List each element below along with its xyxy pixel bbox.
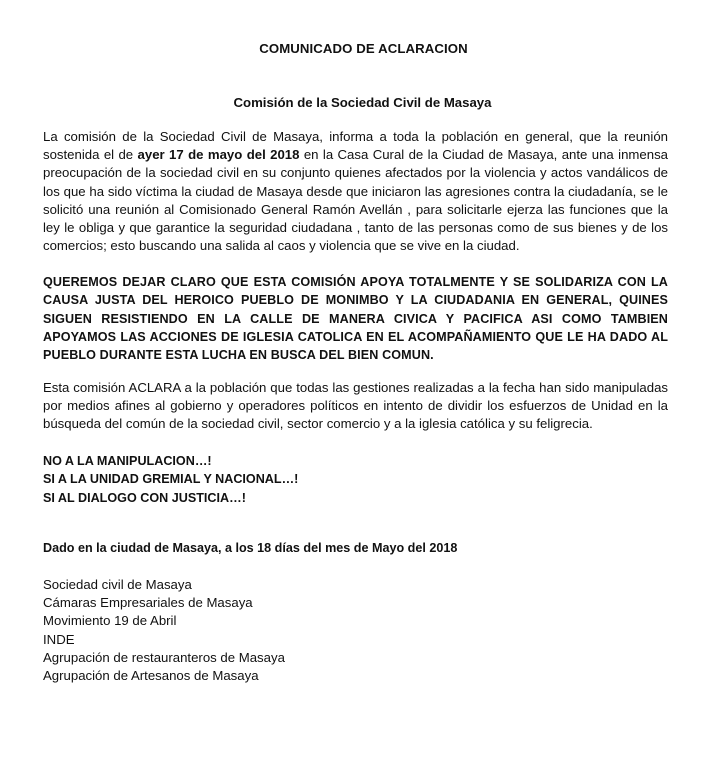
document-subtitle: Comisión de la Sociedad Civil de Masaya [233, 95, 492, 110]
slogan-line: SI A LA UNIDAD GREMIAL Y NACIONAL…! [43, 472, 299, 487]
signer-item: Sociedad civil de Masaya [43, 577, 192, 592]
signer-item: INDE [43, 631, 75, 647]
signer-item: Movimiento 19 de Abril [43, 613, 177, 629]
slogan-line: SI AL DIALOGO CON JUSTICIA…! [43, 490, 246, 505]
signers-list [43, 576, 285, 685]
paragraph-report-text-start: La comisión de la Sociedad Civil de Masaya, informa a toda la población en general, que la reunión sostenida el de [43, 129, 668, 163]
signer-item: Agrupación de restauranteros de Masaya [43, 649, 285, 665]
paragraph-report-text-end: en la Casa Cural de la Ciudad de Masaya, ante una inmensa preocupación de la sociedad civil en su conjunto quienes afectados por la violencia y actos vandálicos de los que ha sido víctima la ciudad de Masaya desde que iniciaron las agresiones contra la ciudadanía, se le solicitó una reunión al Comisionado General Ramón Avellán , para solicitarle ejerza las funciones que la ley le obliga y que garantice la seguridad ciudadana , tanto de las personas como de sus bienes y de los comercios; esto buscando una salida al caos y violencia que se vive en la ciudad. [43, 147, 668, 254]
slogans-block [43, 452, 298, 507]
document-title: COMUNICADO DE ACLARACION [259, 41, 468, 56]
signer-item: Agrupación de Artesanos de Masaya [43, 668, 259, 684]
paragraph-clarification: Esta comisión ACLARA a la población que todas las gestiones realizadas a la fecha han sido manipuladas por medios afines al gobierno y operadores políticos en intento de dividir los esfuerzos de Unidad en la búsqueda del común de la sociedad civil, sector comercio y a la iglesia católica y su feligrecia. [43, 380, 668, 432]
paragraph-report [43, 128, 668, 255]
paragraph-report-date: ayer 17 de mayo del 2018 [137, 147, 300, 163]
dated-line: Dado en la ciudad de Masaya, a los 18 días del mes de Mayo del 2018 [43, 541, 458, 555]
signer-item: Cámaras Empresariales de Masaya [43, 595, 253, 611]
slogan-line: NO A LA MANIPULACION…! [43, 454, 212, 468]
paragraph-support-statement: QUEREMOS DEJAR CLARO QUE ESTA COMISIÓN APOYA TOTALMENTE Y SE SOLIDARIZA CON LA CAUSA JUSTA DEL HEROICO PUEBLO DE MONIMBO Y LA CIUDADANIA EN GENERAL, QUINES SIGUEN RESISTIENDO EN LA CALLE DE MANERA CIVICA Y PACIFICA ASI COMO TAMBIEN APOYAMOS LAS ACCIONES DE IGLESIA CATOLICA EN EL ACOMPAÑAMIENTO QUE LE HA DADO AL PUEBLO DURANTE ESTA LUCHA EN BUSCA DEL BIEN COMUN. [43, 275, 668, 363]
